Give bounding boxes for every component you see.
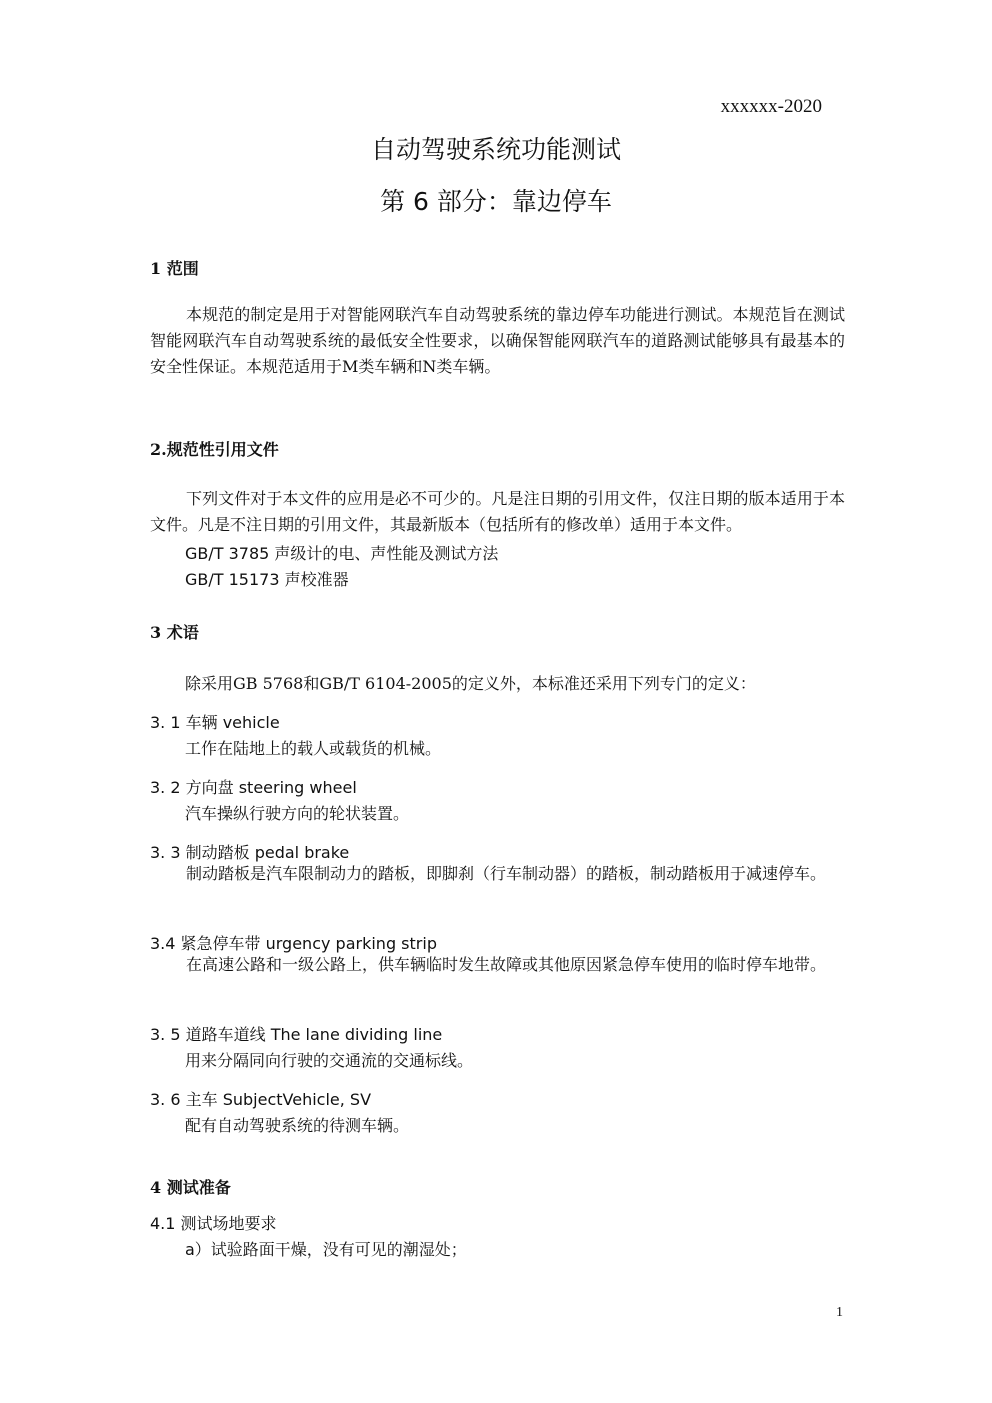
- term-definition: 用来分隔同向行驶的交通流的交通标线。: [185, 1051, 474, 1070]
- section-2-heading: 2.规范性引用文件: [150, 440, 279, 459]
- subsection-heading: 4.1 测试场地要求: [150, 1214, 277, 1233]
- term-title: 3. 2 方向盘 steering wheel: [150, 778, 357, 797]
- section-1-heading: 1 范围: [150, 259, 199, 278]
- section-3-intro: 除采用GB 5768和GB/T 6104-2005的定义外，本标准还采用下列专门的定义：: [185, 674, 756, 693]
- list-item: a）试验路面干燥，没有可见的潮湿处；: [185, 1240, 467, 1259]
- reference-item: GB/T 3785 声级计的电、声性能及测试方法: [185, 544, 499, 563]
- section-1-paragraph: 本规范的制定是用于对智能网联汽车自动驾驶系统的靠边停车功能进行测试。本规范旨在测试智能网联汽车自动驾驶系统的最低安全性要求，以确保智能网联汽车的道路测试能够具有最基本的安全性保证。本规范适用于M类车辆和N类车辆。: [150, 305, 845, 376]
- term-definition: 工作在陆地上的载人或载货的机械。: [185, 739, 442, 758]
- term-title: 3. 3 制动踏板 pedal brake: [150, 843, 350, 862]
- page-number: 1: [836, 1305, 843, 1320]
- term-definition: 在高速公路和一级公路上，供车辆临时发生故障或其他原因紧急停车使用的临时停车地带。: [186, 955, 827, 974]
- reference-item: GB/T 15173 声校准器: [185, 570, 349, 589]
- term-title: 3. 6 主车 SubjectVehicle, SV: [150, 1090, 372, 1109]
- term-title: 3. 5 道路车道线 The lane dividing line: [150, 1025, 443, 1044]
- term-title: 3. 1 车辆 vehicle: [150, 713, 280, 732]
- term-definition: 制动踏板是汽车限制动力的踏板，即脚刹（行车制动器）的踏板，制动踏板用于减速停车。: [186, 864, 827, 883]
- document-number: xxxxxx-2020: [720, 96, 822, 117]
- term-definition: 配有自动驾驶系统的待测车辆。: [185, 1116, 410, 1135]
- document-subtitle: 第 6 部分：靠边停车: [380, 187, 612, 216]
- section-4-heading: 4 测试准备: [150, 1178, 231, 1197]
- section-3-heading: 3 术语: [150, 623, 199, 642]
- document-title: 自动驾驶系统功能测试: [370, 135, 621, 164]
- term-definition: 汽车操纵行驶方向的轮状装置。: [185, 804, 410, 823]
- term-title: 3.4 紧急停车带 urgency parking strip: [150, 934, 437, 953]
- section-2-paragraph: 下列文件对于本文件的应用是必不可少的。凡是注日期的引用文件，仅注日期的版本适用于本文件。凡是不注日期的引用文件，其最新版本（包括所有的修改单）适用于本文件。: [150, 489, 845, 534]
